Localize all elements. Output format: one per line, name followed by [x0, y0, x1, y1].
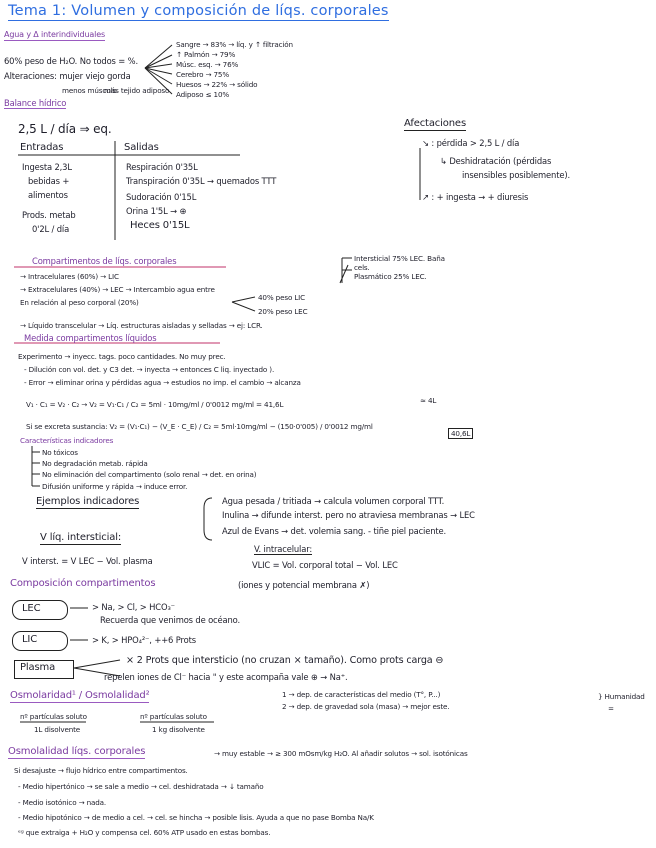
balance-total: 2,5 L / día ⇒ eq.: [18, 122, 112, 136]
ejemplos-l1: Agua pesada / tritiada → calcula volumen corporal TTT.: [222, 496, 445, 506]
vli-heading: V líq. intersticial:: [40, 532, 122, 543]
medida-formula2: Si se excreta sustancia: V₂ = (V₁·C₁) − (V_E · C_E) / C₂ = 5ml·10mg/ml − (150·0'005) / 0'0012 mg/ml: [26, 422, 373, 431]
balance-col-entradas: Entradas: [20, 142, 64, 153]
medida-formula1: V₁ · C₁ = V₂ · C₂ → V₂ = V₁·C₁ / C₂ = 5ml · 10mg/ml / 0'0012 mg/ml = 41,6L: [26, 400, 284, 409]
vic-heading: V. intracelular:: [254, 544, 313, 554]
osmo-liq-l4: - Medio hipotónico → de medio a cel. → cel. se hincha → posible lisis. Ayuda a que no pase Bomba Na/K: [18, 813, 374, 822]
vli-formula: V interst. = V LEC − Vol. plasma: [22, 556, 153, 566]
balance-col-salidas: Salidas: [124, 142, 159, 153]
agua-sub2: más tejido adiposo: [104, 86, 170, 95]
balance-in3: alimentos: [28, 190, 68, 200]
ejemplos-l2: Inulina → difunde interst. pero no atraviesa membranas → LEC: [222, 510, 475, 520]
ejemplos-heading: Ejemplos indicadores: [36, 496, 140, 507]
balance-heading: Balance hídrico: [4, 98, 67, 108]
compartimentos-r1: Intersticial 75% LEC. Baña: [354, 254, 445, 263]
medida-l2: - Dilución con vol. det. y C3 det. → inyecta → entonces C liq. inyectado ).: [24, 365, 275, 374]
compartimentos-l3: En relación al peso corporal (20%): [20, 298, 139, 307]
agua-b4: Cerebro → 75%: [176, 70, 230, 79]
caracteristicas-c4: Difusión uniforme y rápida → induce error.: [42, 482, 188, 491]
medida-l1: Experimento → inyecc. tags. poco cantidades. No muy prec.: [18, 352, 226, 361]
ejemplos-l3: Azul de Evans → det. volemia sang. - tiñe piel paciente.: [222, 526, 447, 536]
compartimentos-l3a: 40% peso LIC: [258, 293, 306, 302]
afectaciones-l4: ↗ : + ingesta → + diuresis: [422, 192, 529, 202]
balance-out1: Respiración 0'35L: [126, 162, 198, 172]
balance-in4: Prods. metab: [22, 210, 76, 220]
osmo-eq: =: [608, 704, 614, 713]
compartimentos-l1: → Intracelulares (60%) → LIC: [20, 272, 119, 281]
plasma-line2: repelen iones de Cl⁻ hacia " y este acompaña vale ⊕ → Na⁺.: [104, 672, 348, 682]
medida-l3: - Error → eliminar orina y pérdidas agua → estudios no imp. el cambio → alcanza: [24, 378, 301, 387]
compartimentos-r2: Plasmático 25% LEC.: [354, 272, 427, 281]
lic-label: LIC: [22, 634, 38, 645]
lec-label: LEC: [22, 603, 41, 614]
afectaciones-l2: ↳ Deshidratación (pérdidas: [440, 156, 552, 166]
page-title: Tema 1: Volumen y composición de líqs. corporales: [8, 3, 389, 19]
osmo-d2: 2 → dep. de gravedad sola (masa) → mejor este.: [282, 702, 450, 711]
osmo-d1: 1 → dep. de características del medio (T°, P...): [282, 690, 441, 699]
balance-in5: 0'2L / día: [32, 224, 70, 234]
agua-b5: Huesos → 22% → sólido: [176, 80, 258, 89]
agua-b3: Músc. esq. → 76%: [176, 60, 239, 69]
osmo-liq-l5: ᵉᵍ que extraiga + H₂O y compensa cel. 60% ATP usado en estas bombas.: [18, 828, 271, 837]
lic-label-box: [12, 631, 68, 651]
caracteristicas-c1: No tóxicos: [42, 448, 78, 457]
compartimentos-r1b: cels.: [354, 263, 370, 272]
medida-heading: Medida compartimentos líquidos: [24, 333, 157, 343]
balance-in2: bebidas +: [28, 176, 70, 186]
agua-line2: Alteraciones: mujer viejo gorda: [4, 71, 131, 81]
composicion-note: (iones y potencial membrana ✗): [238, 580, 370, 590]
compartimentos-l3b: 20% peso LEC: [258, 307, 308, 316]
lec-line1: > Na, > Cl, > HCO₃⁻: [92, 602, 175, 612]
balance-out5: Heces 0'15L: [130, 220, 190, 231]
balance-out4: Orina 1'5L → ⊕: [126, 206, 187, 216]
plasma-line1: × 2 Prots que intersticio (no cruzan × tamaño). Como prots carga ⊖: [126, 655, 444, 666]
agua-sub1: menos músculo: [62, 86, 117, 95]
osmo-f1-num: nº partículas soluto: [20, 712, 87, 721]
agua-b1: Sangre → 83% → líq. y ↑ filtración: [176, 40, 293, 49]
compartimentos-l4: → Líquido transcelular → Líq. estructuras aisladas y selladas → ej: LCR.: [20, 321, 263, 330]
compartimentos-l2: → Extracelulares (40%) → LEC → Intercambio agua entre: [20, 285, 215, 294]
agua-b2: ↑ Palmón → 79%: [176, 50, 236, 59]
afectaciones-heading: Afectaciones: [404, 118, 466, 129]
lic-line1: > K, > HPO₄²⁻, ++6 Prots: [92, 635, 196, 645]
osmo-f1-den: 1L disolvente: [34, 725, 81, 734]
caracteristicas-heading: Características indicadores: [20, 436, 114, 445]
balance-in1: Ingesta 2,3L: [22, 162, 72, 172]
balance-out3: Sudoración 0'15L: [126, 192, 197, 202]
osmo-liq-head-rest: → muy estable → ≥ 300 mOsm/kg H₂O. Al añadir solutos → sol. isotónicas: [214, 749, 468, 758]
medida-approx: ≈ 4L: [420, 396, 437, 405]
compartimentos-heading: Compartimentos de líqs. corporales: [32, 256, 177, 266]
osmo-f2-num: nº partículas soluto: [140, 712, 207, 721]
agua-b6: Adiposo ≤ 10%: [176, 90, 230, 99]
medida-result-box: 40,6L: [448, 428, 473, 439]
osmo-liq-l1: Si desajuste → flujo hídrico entre compartimentos.: [14, 766, 188, 775]
osmo-liq-l3: - Medio isotónico → nada.: [18, 798, 107, 807]
composicion-heading: Composición compartimentos: [10, 578, 156, 589]
caracteristicas-c3: No eliminación del compartimento (solo renal → det. en orina): [42, 470, 257, 479]
afectaciones-l3: insensibles posiblemente).: [462, 170, 570, 180]
osmo-f2-den: 1 kg disolvente: [152, 725, 205, 734]
balance-out2: Transpiración 0'35L → quemados TTT: [126, 176, 277, 186]
vic-formula: VLIC = Vol. corporal total − Vol. LEC: [252, 560, 398, 570]
agua-heading: Agua y Δ interindividuales: [4, 30, 106, 39]
osmo-heading: Osmolaridad¹ / Osmolalidad²: [10, 690, 150, 701]
osmo-side: } Humanidad: [598, 692, 645, 701]
caracteristicas-c2: No degradación metab. rápida: [42, 459, 148, 468]
plasma-label: Plasma: [20, 662, 56, 673]
agua-line1: 60% peso de H₂O. No todos = %.: [4, 56, 138, 66]
osmo-liq-l2: - Medio hipertónico → se sale a medio → cel. deshidratada → ↓ tamaño: [18, 782, 264, 791]
osmo-liq-heading: Osmolalidad líqs. corporales: [8, 746, 146, 757]
afectaciones-l1: ↘ : pérdida > 2,5 L / día: [422, 138, 520, 148]
lec-line2: Recuerda que venimos de océano.: [100, 615, 240, 625]
